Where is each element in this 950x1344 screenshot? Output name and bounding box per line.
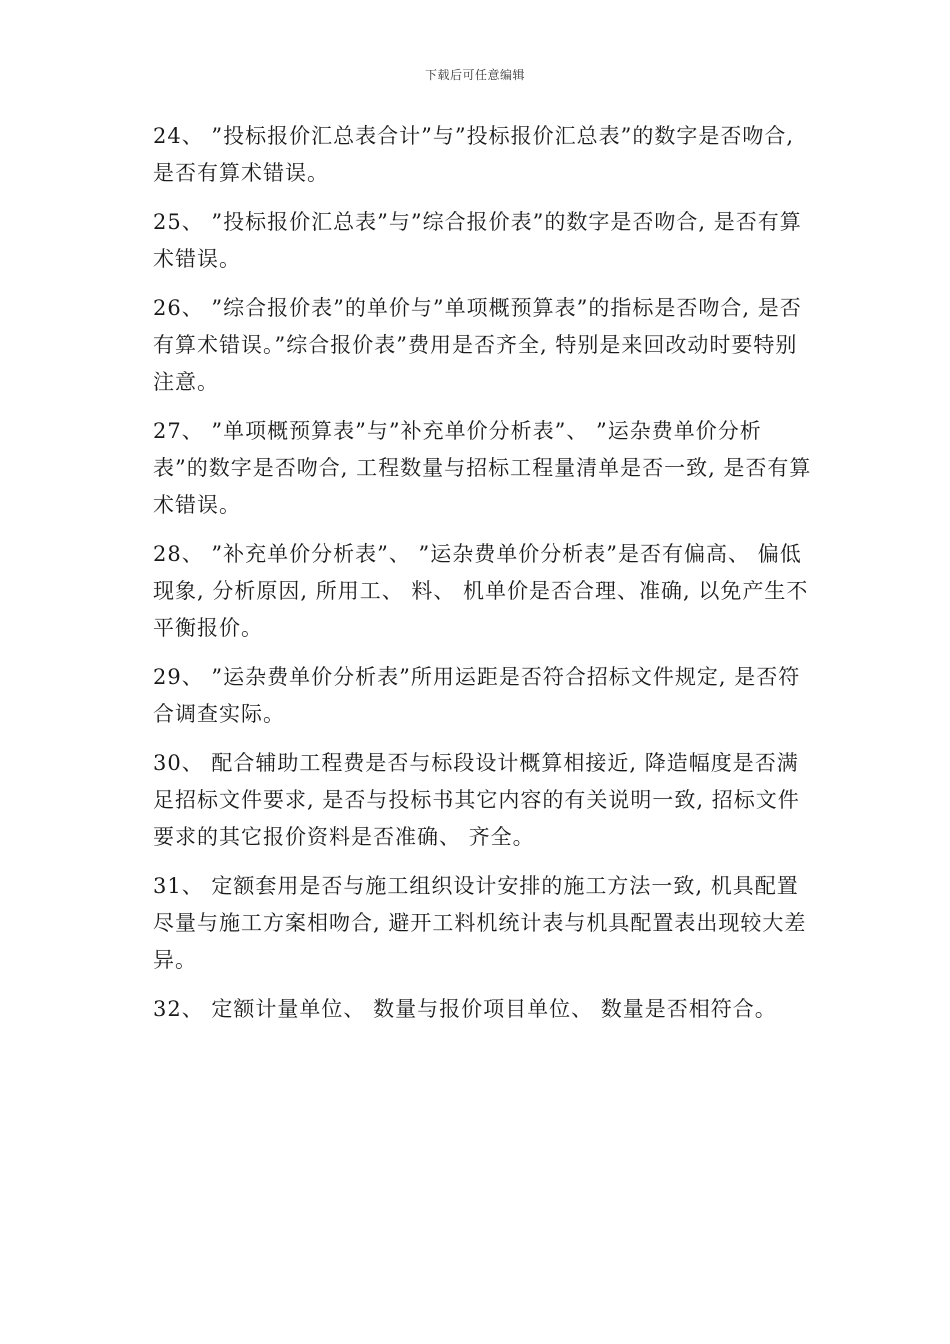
list-item-26: 26、 ”综合报价表”的单价与”单项概预算表”的指标是否吻合, 是否有算术错误。”综合报价表”费用是否齐全, 特别是来回改动时要特别注意。 [153,296,802,394]
list-item-24: 24、 ”投标报价汇总表合计”与”投标报价汇总表”的数字是否吻合, 是否有算术错误。 [153,124,795,185]
page-header: 下载后可任意编辑 [424,68,525,82]
list-item-32: 32、 定额计量单位、 数量与报价项目单位、 数量是否相符合。 [153,997,777,1021]
list-item-28: 28、 ”补充单价分析表”、 ”运杂费单价分析表”是否有偏高、 偏低现象, 分析原因, 所用工、 料、 机单价是否合理、准确, 以免产生不平衡报价。 [153,542,809,640]
list-item-31: 31、 定额套用是否与施工组织设计安排的施工方法一致, 机具配置尽量与施工方案相吻合, 避开工料机统计表与机具配置表出现较大差异。 [153,874,807,972]
list-item-25: 25、 ”投标报价汇总表”与”综合报价表”的数字是否吻合, 是否有算术错误。 [153,210,802,271]
list-item-30: 30、 配合辅助工程费是否与标段设计概算相接近, 降造幅度是否满足招标文件要求, 是否与投标书其它内容的有关说明一致, 招标文件要求的其它报价资料是否准确、 齐全。 [153,751,800,849]
document-body [153,118,813,1040]
list-item-27: 27、 ”单项概预算表”与”补充单价分析表”、 ”运杂费单价分析表”的数字是否吻合, 工程数量与招标工程量清单是否一致, 是否有算术错误。 [153,419,812,517]
list-item-29: 29、 ”运杂费单价分析表”所用运距是否符合招标文件规定, 是否符合调查实际。 [153,665,801,726]
